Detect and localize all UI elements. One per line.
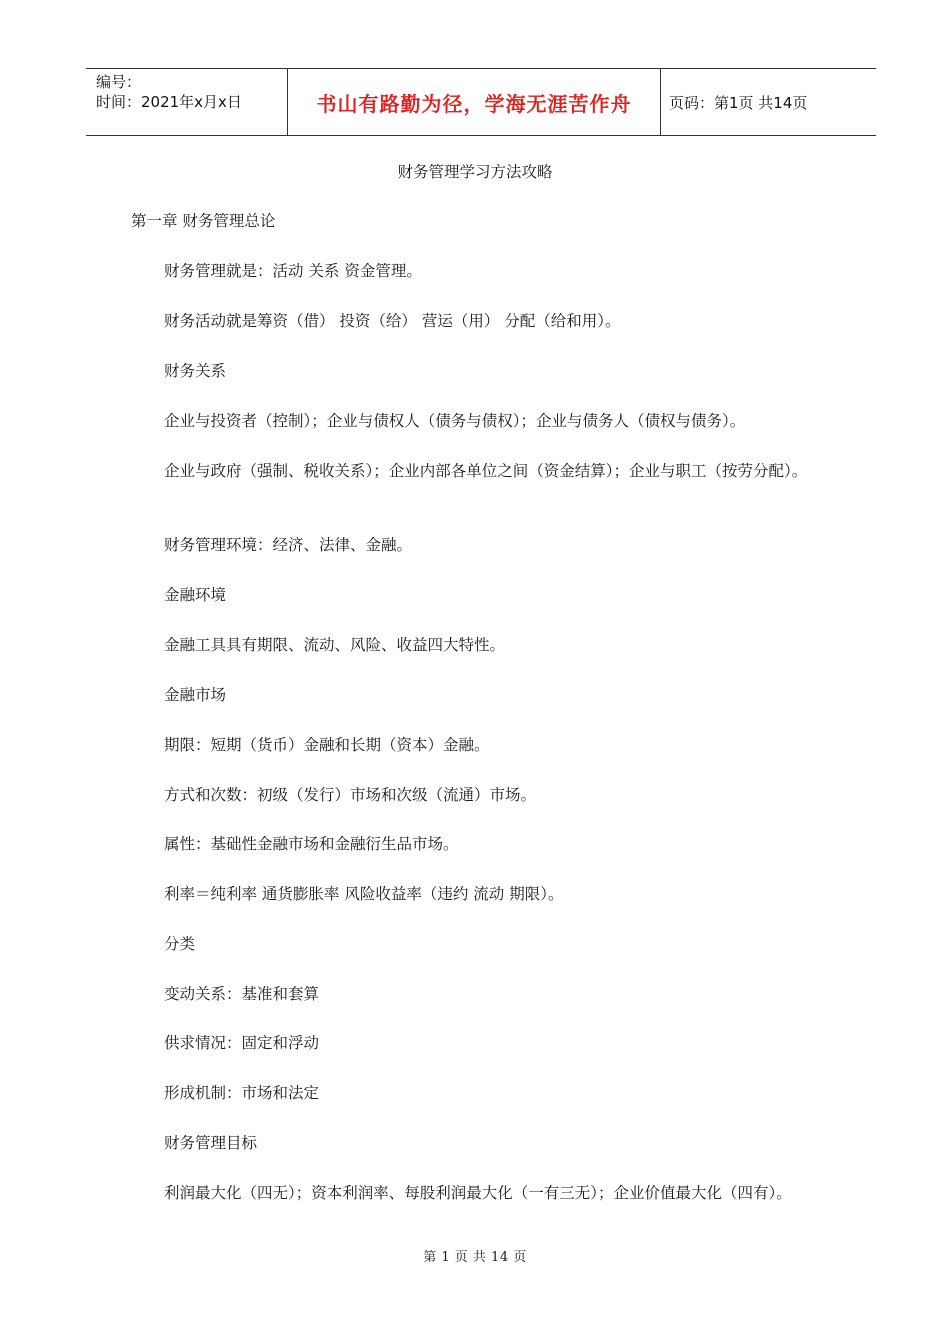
footer-page-number: 第 1 页 共 14 页 — [423, 1250, 527, 1265]
header-meta-cell — [86, 69, 287, 135]
header-table — [86, 68, 876, 136]
paragraph: 金融市场 — [164, 686, 227, 704]
paragraph: 属性：基础性金融市场和金融衍生品市场。 — [164, 835, 459, 853]
document-title: 财务管理学习方法攻略 — [397, 163, 553, 181]
paragraph: 财务管理目标 — [164, 1134, 258, 1152]
header-page-cell — [661, 69, 876, 135]
motto-text: 书山有路勤为径，学海无涯苦作舟 — [316, 91, 632, 116]
paragraph: 期限：短期（货币）金融和长期（资本）金融。 — [164, 736, 490, 754]
paragraph: 财务管理就是：活动 关系 资金管理。 — [164, 262, 422, 280]
paragraph: 方式和次数：初级（发行）市场和次级（流通）市场。 — [164, 786, 537, 804]
paragraph: 利率＝纯利率 通货膨胀率 风险收益率（违约 流动 期限）。 — [164, 885, 564, 903]
paragraph: 企业与政府（强制、税收关系）；企业内部各单位之间（资金结算）；企业与职工（按劳分配）。 — [164, 462, 808, 480]
paragraph: 金融工具具有期限、流动、风险、收益四大特性。 — [164, 636, 506, 654]
header-motto-cell — [287, 69, 661, 135]
chapter-heading: 第一章 财务管理总论 — [131, 212, 276, 230]
paragraph: 供求情况：固定和浮动 — [164, 1034, 320, 1052]
paragraph: 利润最大化（四无）；资本利润率、每股利润最大化（一有三无）；企业价值最大化（四有）。 — [164, 1184, 792, 1202]
paragraph: 金融环境 — [164, 586, 227, 604]
paragraph: 财务活动就是筹资（借） 投资（给） 营运（用） 分配（给和用）。 — [164, 312, 621, 330]
paragraph: 企业与投资者（控制）；企业与债权人（债务与债权）；企业与债务人（债权与债务）。 — [164, 412, 746, 430]
date-label: 时间：2021年x月x日 — [96, 93, 242, 111]
header-page-number: 页码：第1页 共14页 — [669, 93, 808, 112]
paragraph: 形成机制：市场和法定 — [164, 1084, 320, 1102]
paragraph: 财务关系 — [164, 362, 227, 380]
paragraph: 分类 — [164, 935, 196, 953]
paragraph: 财务管理环境：经济、法律、金融。 — [164, 536, 413, 554]
number-label: 编号： — [96, 73, 142, 91]
paragraph: 变动关系：基准和套算 — [164, 985, 320, 1003]
